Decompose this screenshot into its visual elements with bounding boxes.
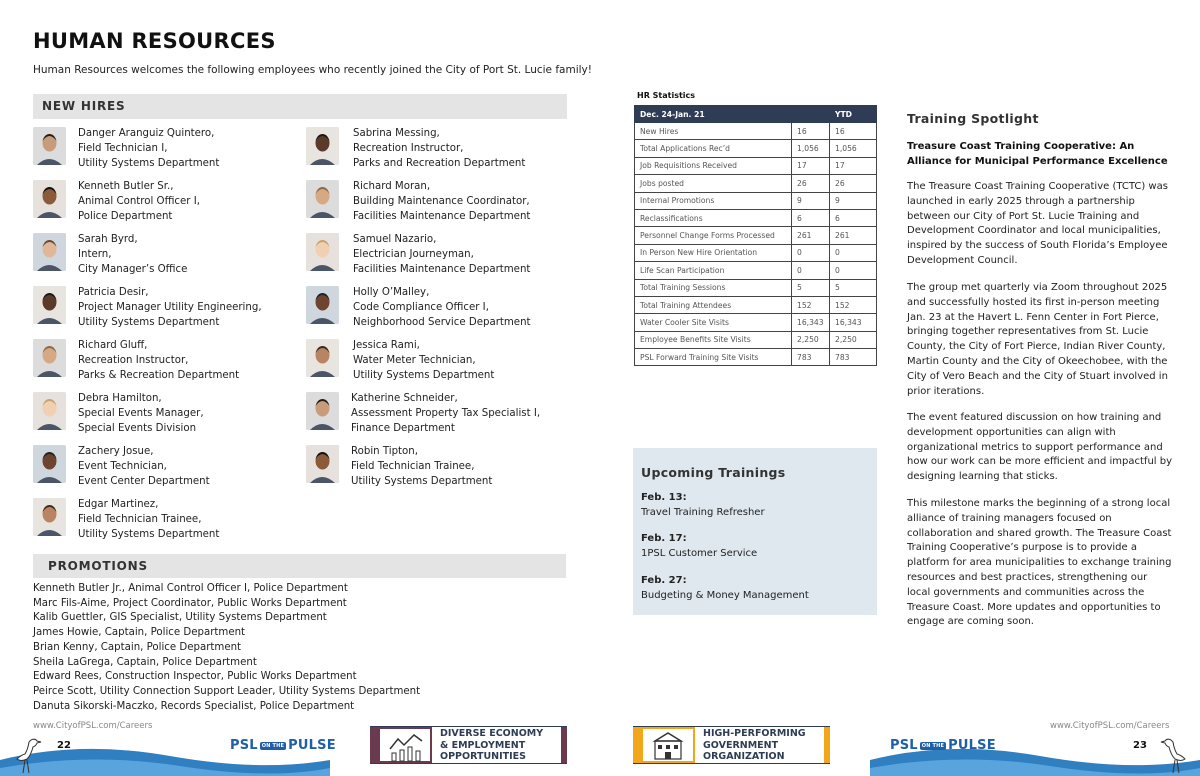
employee-department: Utility Systems Department <box>78 316 220 328</box>
heron-icon <box>11 736 45 774</box>
banner-side-stripe <box>561 727 567 763</box>
employee-department: Finance Department <box>351 422 455 434</box>
banner-high-performing <box>633 726 830 764</box>
employee-name: Holly O’Malley, <box>353 287 430 298</box>
training-item <box>641 573 809 603</box>
training-date: Feb. 27: <box>641 575 687 586</box>
banner-line: GOVERNMENT <box>703 739 779 751</box>
training-name: Budgeting & Money Management <box>641 590 809 601</box>
hr-stats-header-row <box>635 106 877 123</box>
employee-title: Event Technician, <box>78 460 167 472</box>
stat-label: Life Scan Participation <box>635 262 792 279</box>
upcoming-trainings-title: Upcoming Trainings <box>641 465 786 480</box>
hr-stats-row <box>635 227 877 244</box>
employee-title: Assessment Property Tax Specialist I, <box>351 407 541 419</box>
stat-ytd-value: 5 <box>830 279 877 296</box>
employee-department: Neighborhood Service Department <box>353 316 531 328</box>
stat-label: PSL Forward Training Site Visits <box>635 349 792 366</box>
employee-photo <box>306 339 339 377</box>
careers-link-left[interactable]: www.CityofPSL.com/Careers <box>33 721 153 731</box>
employee-photo <box>33 445 66 483</box>
employee-title: Animal Control Officer I, <box>78 195 200 207</box>
banner-line: ORGANIZATION <box>703 751 785 762</box>
employee-name: Richard Gluff, <box>78 340 148 351</box>
new-hires-heading: NEW HIRES <box>33 94 567 119</box>
employee-department: City Manager’s Office <box>78 263 188 275</box>
hr-stats-blank-header <box>792 106 830 123</box>
employee-title: Field Technician I, <box>78 142 168 154</box>
employee-photo <box>306 127 339 165</box>
employee-title: Project Manager Utility Engineering, <box>78 301 262 313</box>
hr-stats-row <box>635 314 877 331</box>
employee-title: Electrician Journeyman, <box>353 248 474 260</box>
spotlight-paragraph: The group met quarterly via Zoom throughout 2025 and successfully hosted its first in-person meeting Jan. 23 at the Havert L. Fenn Center in Fort Pierce, bringing together representatives from St. Lucie County, the City of Fort Pierce, Indian River County, Martin County and the City of Okeechobee, with the City of Vero Beach and the City of Stuart involved in prior iterations. <box>907 282 1168 397</box>
banner-line: & EMPLOYMENT <box>440 739 526 751</box>
employee-name: Edgar Martinez, <box>78 499 159 510</box>
promotion-item: Kalib Guettler, GIS Specialist, Utility Systems Department <box>33 612 327 624</box>
employee-photo <box>33 233 66 271</box>
employee-name: Robin Tipton, <box>351 446 418 457</box>
brand-text: PSL <box>890 738 918 753</box>
promotions-heading: PROMOTIONS <box>33 554 566 578</box>
hr-stats-row <box>635 157 877 174</box>
stat-ytd-value: 9 <box>830 192 877 209</box>
stat-ytd-value: 16,343 <box>830 314 877 331</box>
employee-photo <box>306 392 339 430</box>
employee-name: Zachery Josue, <box>78 446 154 457</box>
employee-department: Utility Systems Department <box>353 369 495 381</box>
employee-title: Intern, <box>78 248 112 260</box>
stat-ytd-value: 2,250 <box>830 331 877 348</box>
page-title: HUMAN RESOURCES <box>33 29 276 53</box>
employee-photo <box>33 127 66 165</box>
stat-ytd-value: 152 <box>830 296 877 313</box>
stat-period-value: 16 <box>792 123 830 140</box>
brand-pill: ON THE <box>921 742 945 749</box>
page-number-right: 23 <box>1133 740 1147 751</box>
upcoming-trainings-box <box>633 448 877 615</box>
psl-pulse-logo-left <box>230 738 336 753</box>
employee-department: Utility Systems Department <box>78 528 220 540</box>
wave-decoration-right <box>870 730 1200 776</box>
hr-stats-row <box>635 140 877 157</box>
hr-stats-ytd-header: YTD <box>830 106 877 123</box>
stat-ytd-value: 17 <box>830 157 877 174</box>
stat-label: Personnel Change Forms Processed <box>635 227 792 244</box>
hr-stats-row <box>635 296 877 313</box>
brand-text: PULSE <box>948 738 996 753</box>
training-item <box>641 490 765 520</box>
stat-ytd-value: 1,056 <box>830 140 877 157</box>
stat-period-value: 152 <box>792 296 830 313</box>
stat-ytd-value: 16 <box>830 123 877 140</box>
stat-period-value: 17 <box>792 157 830 174</box>
stat-label: Total Training Attendees <box>635 296 792 313</box>
spotlight-paragraph: The event featured discussion on how training and development opportunities can align with organizational metrics to support performance and how our work can be more efficient and impactful by designing learning that sticks. <box>907 412 1173 483</box>
stat-period-value: 6 <box>792 209 830 226</box>
employee-department: Utility Systems Department <box>351 475 493 487</box>
stat-label: Jobs posted <box>635 175 792 192</box>
employee-name: Debra Hamilton, <box>78 393 162 404</box>
brand-text: PULSE <box>288 738 336 753</box>
employee-title: Special Events Manager, <box>78 407 204 419</box>
hr-stats-row <box>635 175 877 192</box>
employee-photo <box>33 392 66 430</box>
hr-stats-row <box>635 279 877 296</box>
intro-text: Human Resources welcomes the following employees who recently joined the City of Port St. Lucie family! <box>33 64 592 76</box>
hr-stats-row <box>635 331 877 348</box>
employee-title: Recreation Instructor, <box>78 354 189 366</box>
stat-ytd-value: 0 <box>830 262 877 279</box>
training-date: Feb. 13: <box>641 492 687 503</box>
stat-period-value: 2,250 <box>792 331 830 348</box>
employee-photo <box>306 180 339 218</box>
training-item <box>641 531 757 561</box>
stat-label: Water Cooler Site Visits <box>635 314 792 331</box>
employee-title: Field Technician Trainee, <box>351 460 475 472</box>
employee-name: Jessica Rami, <box>353 340 420 351</box>
brand-text: PSL <box>230 738 258 753</box>
psl-pulse-logo-right <box>890 738 996 753</box>
stat-label: New Hires <box>635 123 792 140</box>
stat-ytd-value: 0 <box>830 244 877 261</box>
stat-label: Total Training Sessions <box>635 279 792 296</box>
hr-stats-period-header: Dec. 24-Jan. 21 <box>635 106 792 123</box>
employee-name: Danger Aranguiz Quintero, <box>78 128 215 139</box>
employee-photo <box>306 445 339 483</box>
promotion-item: Peirce Scott, Utility Connection Support Leader, Utility Systems Department <box>33 685 421 697</box>
employee-title: Building Maintenance Coordinator, <box>353 195 530 207</box>
brand-pill: ON THE <box>261 742 285 749</box>
stat-period-value: 16,343 <box>792 314 830 331</box>
stat-period-value: 26 <box>792 175 830 192</box>
stat-label: Total Applications Rec’d <box>635 140 792 157</box>
heron-icon <box>1157 736 1191 774</box>
stat-label: Reclassifications <box>635 209 792 226</box>
spotlight-title: Training Spotlight <box>907 111 1039 126</box>
promotion-item: Edward Rees, Construction Inspector, Public Works Department <box>33 671 357 683</box>
banner-line: HIGH-PERFORMING <box>703 728 806 739</box>
employee-name: Samuel Nazario, <box>353 234 437 245</box>
employee-department: Facilities Maintenance Department <box>353 210 531 222</box>
banner-right-text <box>703 728 806 763</box>
employee-department: Parks & Recreation Department <box>78 369 240 381</box>
stat-label: Internal Promotions <box>635 192 792 209</box>
hr-stats-row <box>635 209 877 226</box>
training-name: 1PSL Customer Service <box>641 548 758 559</box>
employee-photo <box>33 498 66 536</box>
banner-left-text <box>440 728 543 763</box>
promotion-item: Marc Fils-Aime, Project Coordinator, Public Works Department <box>33 597 347 609</box>
employee-department: Special Events Division <box>78 422 197 434</box>
stat-period-value: 9 <box>792 192 830 209</box>
careers-link-right[interactable]: www.CityofPSL.com/Careers <box>1050 721 1170 731</box>
employee-title: Water Meter Technician, <box>353 354 476 366</box>
employee-department: Parks and Recreation Department <box>353 157 526 169</box>
stat-label: Job Requisitions Received <box>635 157 792 174</box>
employee-department: Facilities Maintenance Department <box>353 263 531 275</box>
hr-stats-title: HR Statistics <box>637 91 696 100</box>
stat-period-value: 0 <box>792 244 830 261</box>
banner-side-stripe <box>824 727 830 763</box>
training-name: Travel Training Refresher <box>641 507 765 518</box>
spotlight-paragraph: This milestone marks the beginning of a strong local alliance of training managers focused on collaboration and shared growth. The Treasure Coast Training Cooperative’s purpose is to provide a platform for area municipalities to exchange training resources and best practices, strengthening our local governments and communities across the Treasure Coast. More updates and opportunities to engage are coming soon. <box>907 498 1172 628</box>
banner-line: OPPORTUNITIES <box>440 751 526 762</box>
economy-chart-icon <box>370 727 432 763</box>
promotions-list <box>33 582 420 714</box>
training-date: Feb. 17: <box>641 533 687 544</box>
hr-stats-row <box>635 244 877 261</box>
employee-photo <box>33 286 66 324</box>
hr-stats-row <box>635 349 877 366</box>
employee-department: Utility Systems Department <box>78 157 220 169</box>
employee-title: Field Technician Trainee, <box>78 513 202 525</box>
stat-label: Employee Benefits Site Visits <box>635 331 792 348</box>
promotion-item: James Howie, Captain, Police Department <box>33 627 246 639</box>
page-number-left: 22 <box>57 740 71 751</box>
employee-photo <box>306 286 339 324</box>
employee-title: Recreation Instructor, <box>353 142 464 154</box>
employee-photo <box>33 339 66 377</box>
employee-department: Police Department <box>78 210 173 222</box>
stat-period-value: 5 <box>792 279 830 296</box>
hr-stats-table <box>634 105 877 366</box>
employee-photo <box>306 233 339 271</box>
stat-ytd-value: 6 <box>830 209 877 226</box>
employee-name: Sarah Byrd, <box>78 234 138 245</box>
banner-diverse-economy <box>370 726 567 764</box>
stat-label: In Person New Hire Orientation <box>635 244 792 261</box>
employee-name: Katherine Schneider, <box>351 393 458 404</box>
promotion-item: Brian Kenny, Captain, Police Department <box>33 641 242 653</box>
employee-name: Patricia Desir, <box>78 287 149 298</box>
spotlight-paragraph: The Treasure Coast Training Cooperative (TCTC) was launched in early 2025 through a partnership between our City of Port St. Lucie Training and Development Coordinator and local municipalities, inspired by the success of South Florida’s Employee Development Council. <box>907 181 1168 266</box>
promotion-item: Danuta Sikorski-Maczko, Records Specialist, Police Department <box>33 700 355 712</box>
employee-photo <box>33 180 66 218</box>
promotion-item: Kenneth Butler Jr., Animal Control Officer I, Police Department <box>33 583 348 594</box>
stat-period-value: 0 <box>792 262 830 279</box>
spotlight-subtitle: Treasure Coast Training Cooperative: An Alliance for Municipal Performance Excellence <box>907 141 1168 167</box>
employee-title: Code Compliance Officer I, <box>353 301 489 313</box>
hr-stats-row <box>635 262 877 279</box>
stat-ytd-value: 26 <box>830 175 877 192</box>
employee-department: Event Center Department <box>78 475 210 487</box>
employee-name: Richard Moran, <box>353 181 431 192</box>
banner-line: DIVERSE ECONOMY <box>440 728 544 739</box>
stat-period-value: 1,056 <box>792 140 830 157</box>
promotion-item: Sheila LaGrega, Captain, Police Department <box>33 656 257 668</box>
hr-stats-row <box>635 192 877 209</box>
government-building-icon <box>633 727 695 763</box>
wave-decoration-left <box>0 730 330 776</box>
employee-name: Kenneth Butler Sr., <box>78 181 174 192</box>
hr-stats-row <box>635 123 877 140</box>
employee-name: Sabrina Messing, <box>353 128 440 139</box>
stat-period-value: 783 <box>792 349 830 366</box>
stat-period-value: 261 <box>792 227 830 244</box>
stat-ytd-value: 261 <box>830 227 877 244</box>
stat-ytd-value: 783 <box>830 349 877 366</box>
